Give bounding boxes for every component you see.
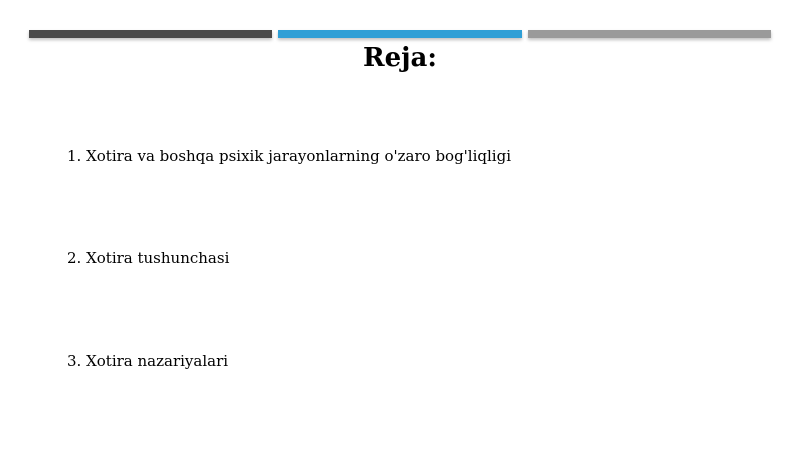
plan-item: 1. Xotira va boshqa psixik jarayonlarning o'zaro bog'liqligi <box>67 147 511 165</box>
decoration-bar-gray <box>528 30 771 38</box>
plan-item: 2. Xotira tushunchasi <box>67 249 230 267</box>
slide-title: Reja: <box>362 43 437 73</box>
decoration-bar-blue <box>278 30 522 38</box>
header-decoration-bars <box>29 30 771 38</box>
plan-item: 3. Xotira nazariyalari <box>67 352 229 370</box>
decoration-bar-dark <box>29 30 272 38</box>
